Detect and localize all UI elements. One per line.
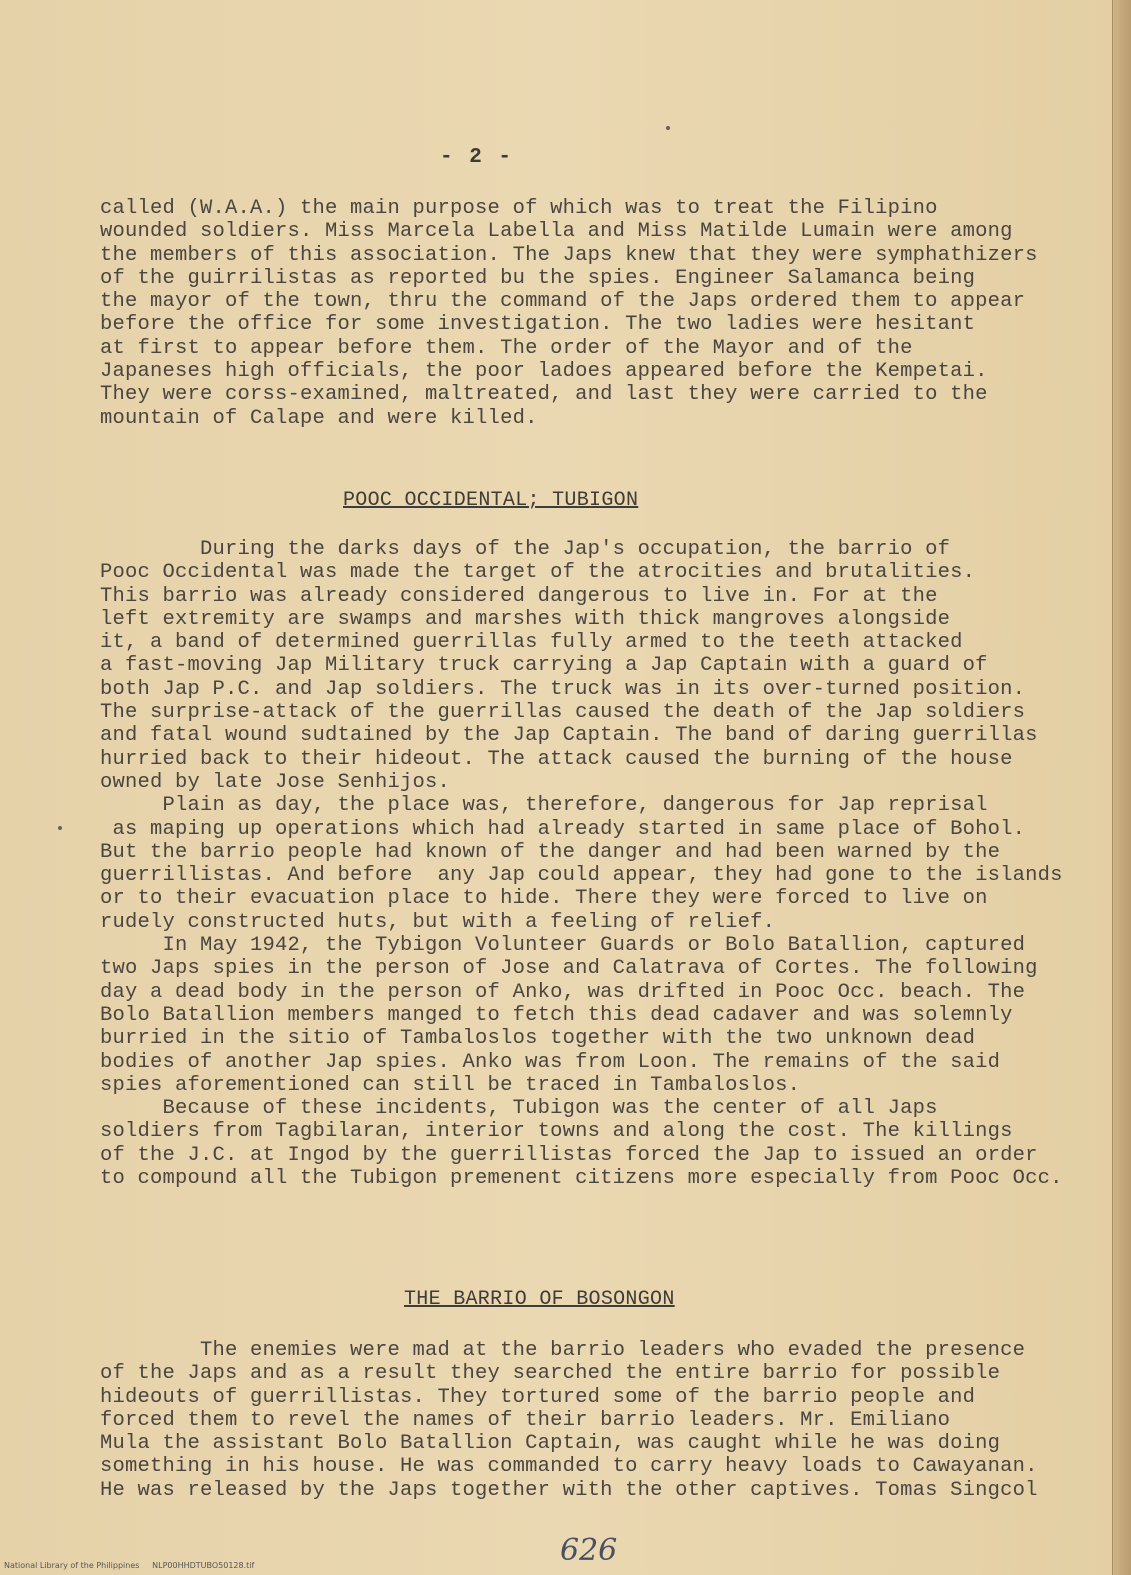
text-line: the mayor of the town, thru the command of the Japs ordered them to appear	[100, 290, 1026, 314]
text-line: mountain of Calape and were killed.	[100, 406, 538, 430]
text-line: Mula the assistant Bolo Batallion Captain, was caught while he was doing	[100, 1432, 1001, 1456]
text-line: left extremity are swamps and marshes with thick mangroves alongside	[100, 607, 951, 631]
page-number: - 2 -	[440, 146, 514, 169]
text-line: Pooc Occidental was made the target of the atrocities and brutalities.	[100, 561, 976, 585]
text-line: burried in the sitio of Tambaloslos together with the two unknown dead	[100, 1027, 976, 1051]
text-line: of the guirrilistas as reported bu the spies. Engineer Salamanca being	[100, 266, 976, 290]
text-line: called (W.A.A.) the main purpose of which was to treat the Filipino	[100, 197, 938, 220]
section-bosongon-body	[100, 1339, 1038, 1502]
ink-speck	[666, 126, 670, 130]
text-line: guerrillistas. And before any Jap could appear, they had gone to the islands	[100, 864, 1063, 888]
text-line: In May 1942, the Tybigon Volunteer Guards or Bolo Batallion, captured	[100, 934, 1026, 958]
text-line: spies aforementioned can still be traced in Tambaloslos.	[100, 1073, 801, 1097]
text-line: During the darks days of the Jap's occupation, the barrio of	[100, 538, 951, 561]
section-heading-bosongon: THE BARRIO OF BOSONGON	[404, 1288, 675, 1311]
text-line: and fatal wound sudtained by the Jap Captain. The band of daring guerrillas	[100, 724, 1038, 748]
text-line: Because of these incidents, Tubigon was the center of all Japs	[100, 1097, 938, 1121]
text-line: of the Japs and as a result they searched the entire barrio for possible	[100, 1362, 1001, 1386]
text-line: He was released by the Japs together with the other captives. Tomas Singcol	[100, 1478, 1038, 1502]
text-line: They were corss-examined, maltreated, and last they were carried to the	[100, 383, 988, 407]
text-line: rudely constructed huts, but with a feeling of relief.	[100, 910, 776, 934]
footer-filename: NLP00HHDTUBO50128.tif	[152, 1561, 255, 1570]
text-line: as maping up operations which had already started in same place of Bohol.	[100, 817, 1026, 841]
text-line: wounded soldiers. Miss Marcela Labella and Miss Matilde Lumain were among	[100, 220, 1013, 244]
ink-speck	[58, 826, 62, 830]
text-line: of the J.C. at Ingod by the guerrillistas forced the Jap to issued an order	[100, 1143, 1038, 1167]
text-line: hideouts of guerrillistas. They tortured some of the barrio people and	[100, 1385, 976, 1409]
text-line: bodies of another Jap spies. Anko was from Loon. The remains of the said	[100, 1050, 1001, 1074]
text-line: or to their evacuation place to hide. There they were forced to live on	[100, 887, 988, 911]
text-line: Japaneses high officials, the poor ladoes appeared before the Kempetai.	[100, 360, 988, 384]
section-pooc-occidental-body	[100, 538, 1063, 1190]
text-line: before the office for some investigation. The two ladies were hesitant	[100, 313, 976, 337]
text-line: it, a band of determined guerrillas fully armed to the teeth attacked	[100, 631, 963, 655]
text-line: Bolo Batallion members manged to fetch this dead cadaver and was solemnly	[100, 1003, 1013, 1027]
text-line: the members of this association. The Japs knew that they were symphathizers	[100, 243, 1038, 267]
text-line: But the barrio people had known of the danger and had been warned by the	[100, 840, 1001, 864]
text-line: two Japs spies in the person of Jose and Calatrava of Cortes. The following	[100, 957, 1038, 981]
text-line: at first to appear before them. The order of the Mayor and of the	[100, 336, 913, 360]
text-line: soldiers from Tagbilaran, interior towns and along the cost. The killings	[100, 1120, 1013, 1144]
text-line: a fast-moving Jap Military truck carrying a Jap Captain with a guard of	[100, 654, 988, 678]
text-line: hurried back to their hideout. The attack caused the burning of the house	[100, 747, 1013, 771]
archive-footer	[4, 1561, 254, 1570]
section-heading-pooc-occidental: POOC OCCIDENTAL; TUBIGON	[343, 489, 639, 512]
text-line: something in his house. He was commanded to carry heavy loads to Cawayanan.	[100, 1455, 1038, 1479]
text-line: both Jap P.C. and Jap soldiers. The truck was in its over-turned position.	[100, 677, 1026, 701]
text-line: to compound all the Tubigon premenent citizens more especially from Pooc Occ.	[100, 1167, 1063, 1191]
text-line: Plain as day, the place was, therefore, dangerous for Jap reprisal	[100, 794, 988, 818]
handwritten-page-number: 626	[560, 1533, 618, 1568]
text-line: The enemies were mad at the barrio leaders who evaded the presence	[100, 1339, 1026, 1362]
text-line: owned by late Jose Senhijos.	[100, 770, 451, 794]
page-binding-edge	[1112, 0, 1131, 1575]
footer-library: National Library of the Philippines	[4, 1561, 140, 1570]
text-line: The surprise-attack of the guerrillas caused the death of the Jap soldiers	[100, 701, 1026, 725]
text-line: forced them to revel the names of their barrio leaders. Mr. Emiliano	[100, 1408, 951, 1432]
text-line: day a dead body in the person of Anko, was drifted in Pooc Occ. beach. The	[100, 980, 1026, 1004]
paragraph-top	[100, 197, 1038, 430]
text-line: This barrio was already considered dangerous to live in. For at the	[100, 584, 938, 608]
